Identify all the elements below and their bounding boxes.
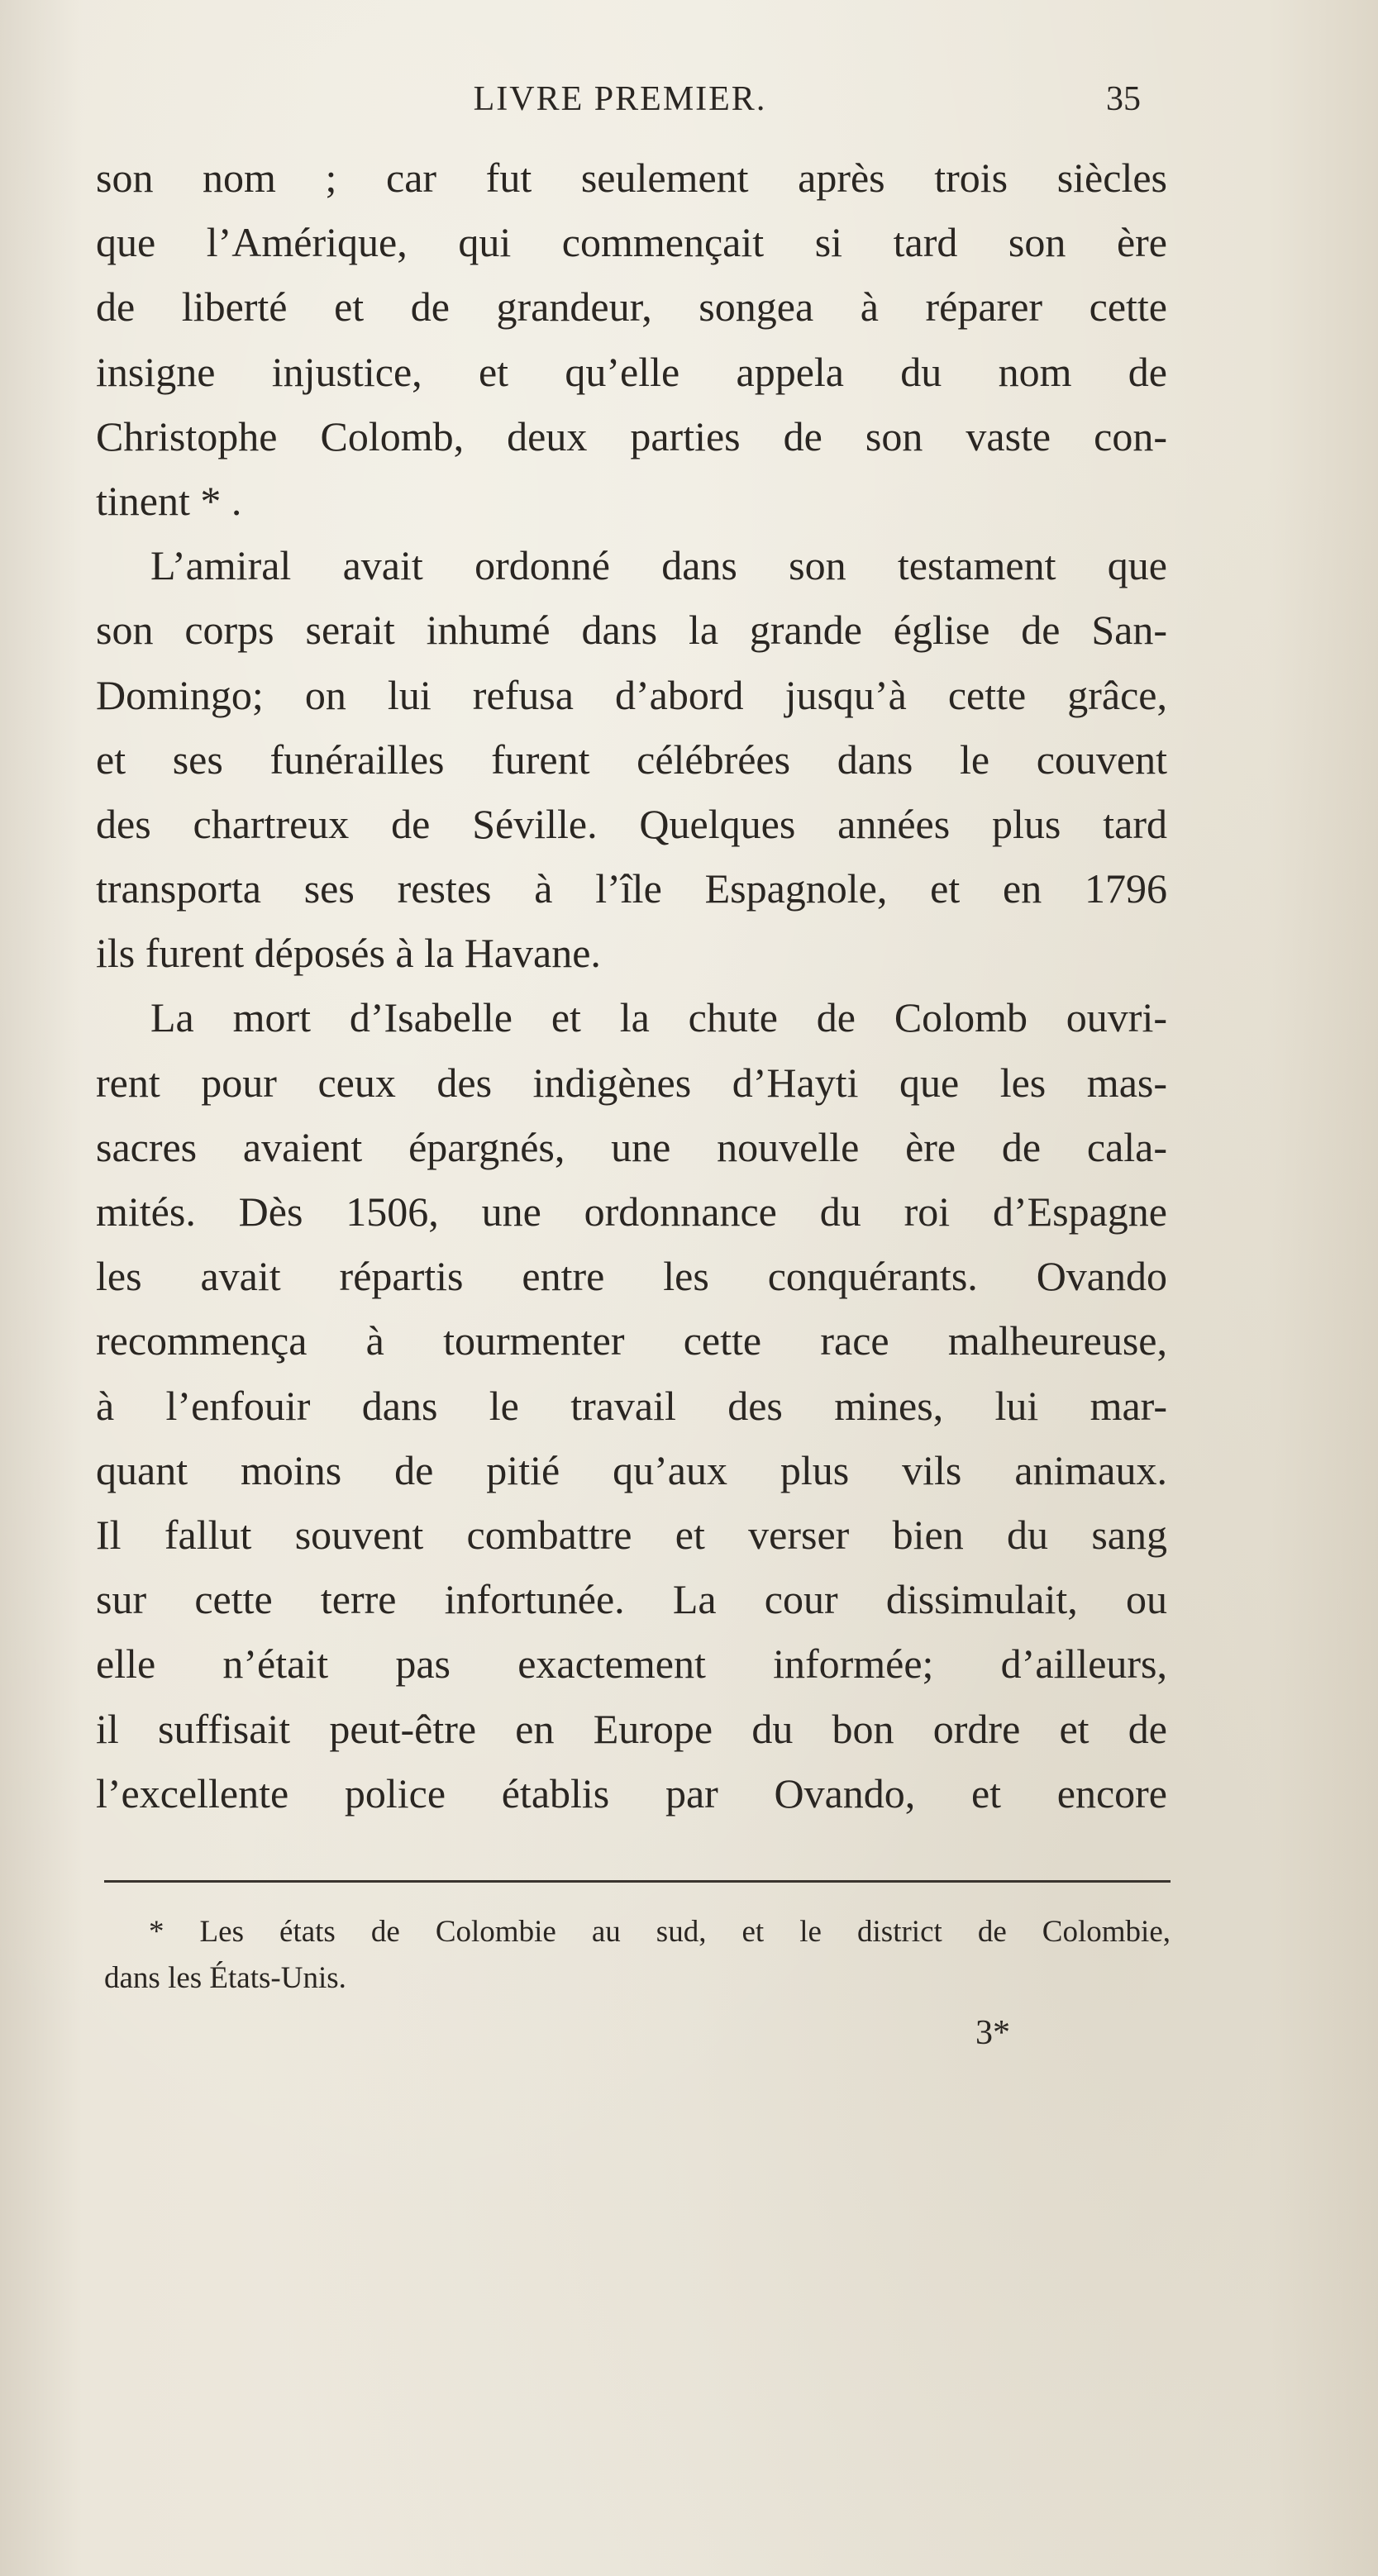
text-line: sacres avaient épargnés, une nouvelle ère de cala- [96,1123,1167,1170]
text-line: les avait répartis entre les conquérants. Ovando [96,1253,1167,1300]
text-line: des chartreux de Séville. Quelques années plus tard [96,800,1167,847]
text-line: Il fallut souvent combattre et verser bien du sang [96,1511,1167,1558]
text-line: de liberté et de grandeur, songea à réparer cette [96,283,1167,331]
page-number: 35 [1106,80,1141,118]
text-line: L’amiral avait ordonné dans son testament que [150,542,1167,589]
text-line: La mort d’Isabelle et la chute de Colomb ouvri- [150,994,1167,1041]
text-line: elle n’était pas exactement informée; d’ailleurs, [96,1640,1167,1688]
running-title: LIVRE PREMIER. [473,80,767,118]
footnote-rule [104,1880,1171,1883]
text-line: ils furent déposés à la Havane. [96,930,601,977]
footnote-line: dans les États-Unis. [104,1961,346,1995]
text-line: sur cette terre infortunée. La cour dissimulait, ou [96,1576,1167,1623]
text-line: mités. Dès 1506, une ordonnance du roi d’Espagne [96,1188,1167,1235]
signature-mark: 3* [975,2014,1010,2052]
text-line: son nom ; car fut seulement après trois siècles [96,155,1167,201]
text-line: Domingo; on lui refusa d’abord jusqu’à cette grâce, [96,671,1167,718]
text-line: l’excellente police établis par Ovando, et encore [96,1769,1167,1817]
running-head [99,79,1141,129]
text-line: rent pour ceux des indigènes d’Hayti que les mas- [96,1059,1167,1106]
text-line: insigne injustice, et qu’elle appela du nom de [96,348,1167,395]
footnote-line: * Les états de Colombie au sud, et le district de Colombie, [149,1915,1171,1949]
text-line: son corps serait inhumé dans la grande église de San- [96,607,1167,654]
text-line: que l’Amérique, qui commençait si tard son ère [96,219,1167,266]
text-line: Christophe Colomb, deux parties de son vaste con- [96,412,1167,459]
text-line: et ses funérailles furent célébrées dans le couvent [96,736,1167,783]
text-line: à l’enfouir dans le travail des mines, lui mar- [96,1382,1167,1429]
footnote [104,1909,1171,2002]
text-line: il suffisait peut-être en Europe du bon ordre et de [96,1705,1167,1752]
text-line: recommença à tourmenter cette race malheureuse, [96,1317,1167,1364]
text-line: transporta ses restes à l’île Espagnole, et en 1796 [96,865,1167,912]
text-line: quant moins de pitié qu’aux plus vils animaux. [96,1446,1167,1493]
body-text [96,145,1167,1826]
text-line: tinent * . [96,477,242,524]
